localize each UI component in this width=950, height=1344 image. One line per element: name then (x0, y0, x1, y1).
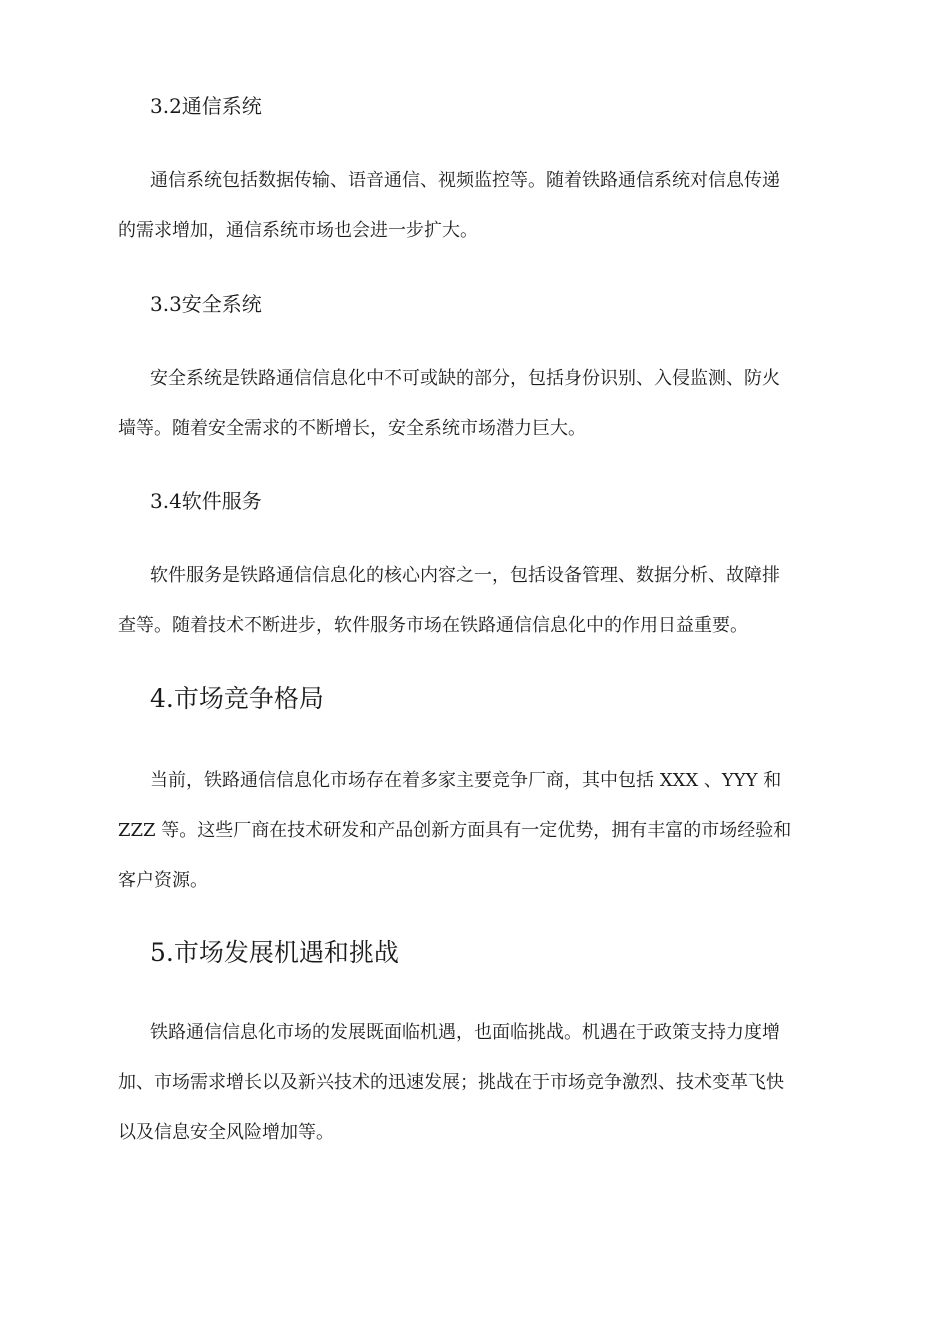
paragraph-line: 铁路通信信息化市场的发展既面临机遇，也面临挑战。机遇在于政策支持力度增 (150, 1022, 780, 1043)
paragraph-line: 客户资源。 (118, 870, 208, 891)
paragraph-security-system (118, 354, 830, 454)
paragraph-line: 加、市场需求增长以及新兴技术的迅速发展；挑战在于市场竞争激烈、技术变革飞快 (118, 1072, 784, 1093)
paragraph-line: 安全系统是铁路通信信息化中不可或缺的部分，包括身份识别、入侵监测、防火 (150, 368, 780, 389)
paragraph-competition (118, 756, 830, 906)
paragraph-line: 软件服务是铁路通信信息化的核心内容之一，包括设备管理、数据分析、故障排 (150, 565, 780, 586)
paragraph-communication-system (118, 156, 830, 256)
section-heading-3-4: 3.4软件服务 (150, 489, 262, 513)
section-heading-3-2: 3.2通信系统 (150, 94, 262, 118)
section-heading-5: 5.市场发展机遇和挑战 (150, 938, 399, 967)
paragraph-line: 以及信息安全风险增加等。 (118, 1122, 334, 1143)
section-heading-4: 4.市场竞争格局 (150, 684, 324, 713)
paragraph-line: 查等。随着技术不断进步，软件服务市场在铁路通信信息化中的作用日益重要。 (118, 615, 748, 636)
paragraph-opportunities-challenges (118, 1008, 830, 1158)
paragraph-line: ZZZ 等。这些厂商在技术研发和产品创新方面具有一定优势，拥有丰富的市场经验和 (118, 820, 792, 841)
paragraph-software-services (118, 551, 830, 651)
paragraph-line: 墙等。随着安全需求的不断增长，安全系统市场潜力巨大。 (118, 418, 586, 439)
paragraph-line: 的需求增加，通信系统市场也会进一步扩大。 (118, 220, 478, 241)
paragraph-line: 通信系统包括数据传输、语音通信、视频监控等。随着铁路通信系统对信息传递 (150, 170, 780, 191)
paragraph-line: 当前，铁路通信信息化市场存在着多家主要竞争厂商，其中包括 XXX 、YYY 和 (150, 770, 782, 791)
section-heading-3-3: 3.3安全系统 (150, 292, 262, 316)
